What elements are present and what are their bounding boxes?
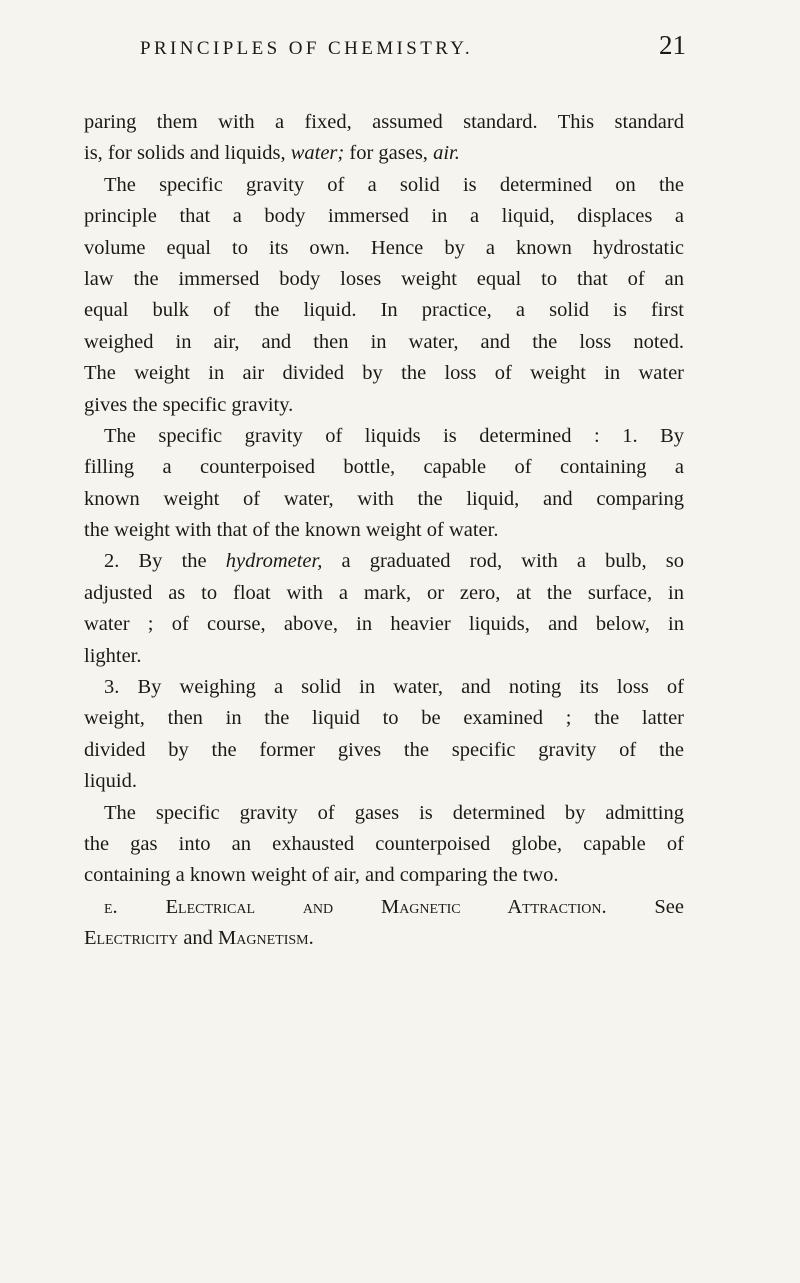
body-text [84, 107, 684, 955]
text-line: The specific gravity of liquids is determined : 1. By [104, 424, 684, 447]
text-line: volume equal to its own. Hence by a known hydrostatic [84, 236, 684, 259]
text-line: The weight in air divided by the loss of weight in water [84, 362, 684, 385]
text-line: weight, then in the liquid to be examined ; the latter [84, 707, 684, 730]
text-line: 2. By the hydrometer, a graduated rod, with a bulb, so [104, 550, 685, 573]
text-line: the weight with that of the known weight of water. [84, 519, 499, 542]
text-line: water ; of course, above, in heavier liquids, and below, in [84, 613, 684, 636]
text-line: 3. By weighing a solid in water, and noting its loss of [104, 676, 684, 699]
text-line: the gas into an exhausted counterpoised globe, capable of [84, 832, 684, 855]
text-line: gives the specific gravity. [84, 393, 294, 416]
section-heading-line: e. Electrical and Magnetic Attraction. See [104, 895, 684, 918]
running-title: PRINCIPLES OF CHEMISTRY. [140, 38, 474, 59]
text-line: lighter. [84, 644, 142, 667]
text-line: divided by the former gives the specific gravity of the [84, 738, 684, 761]
text-line: equal bulk of the liquid. In practice, a solid is first [84, 299, 684, 322]
text-line: known weight of water, with the liquid, and comparing [84, 487, 684, 510]
text-line: The specific gravity of a solid is determined on the [104, 173, 684, 196]
page-number: 21 [659, 30, 686, 60]
text-line: liquid. [84, 770, 137, 793]
text-line: principle that a body immersed in a liquid, displaces a [84, 205, 684, 228]
text-line: weighed in air, and then in water, and the loss noted. [84, 330, 684, 353]
running-head [84, 30, 684, 70]
text-line: adjusted as to float with a mark, or zero, at the surface, in [84, 581, 684, 604]
text-line: is, for solids and liquids, water; for gases, air. [84, 142, 460, 165]
text-line: paring them with a fixed, assumed standard. This standard [84, 111, 684, 133]
text-line: law the immersed body loses weight equal to that of an [84, 267, 684, 290]
text-line: containing a known weight of air, and comparing the two. [84, 864, 559, 887]
text-line: filling a counterpoised bottle, capable of containing a [84, 456, 684, 479]
text-line: Electricity and Magnetism. [84, 927, 314, 950]
text-line: The specific gravity of gases is determined by admitting [104, 801, 684, 824]
